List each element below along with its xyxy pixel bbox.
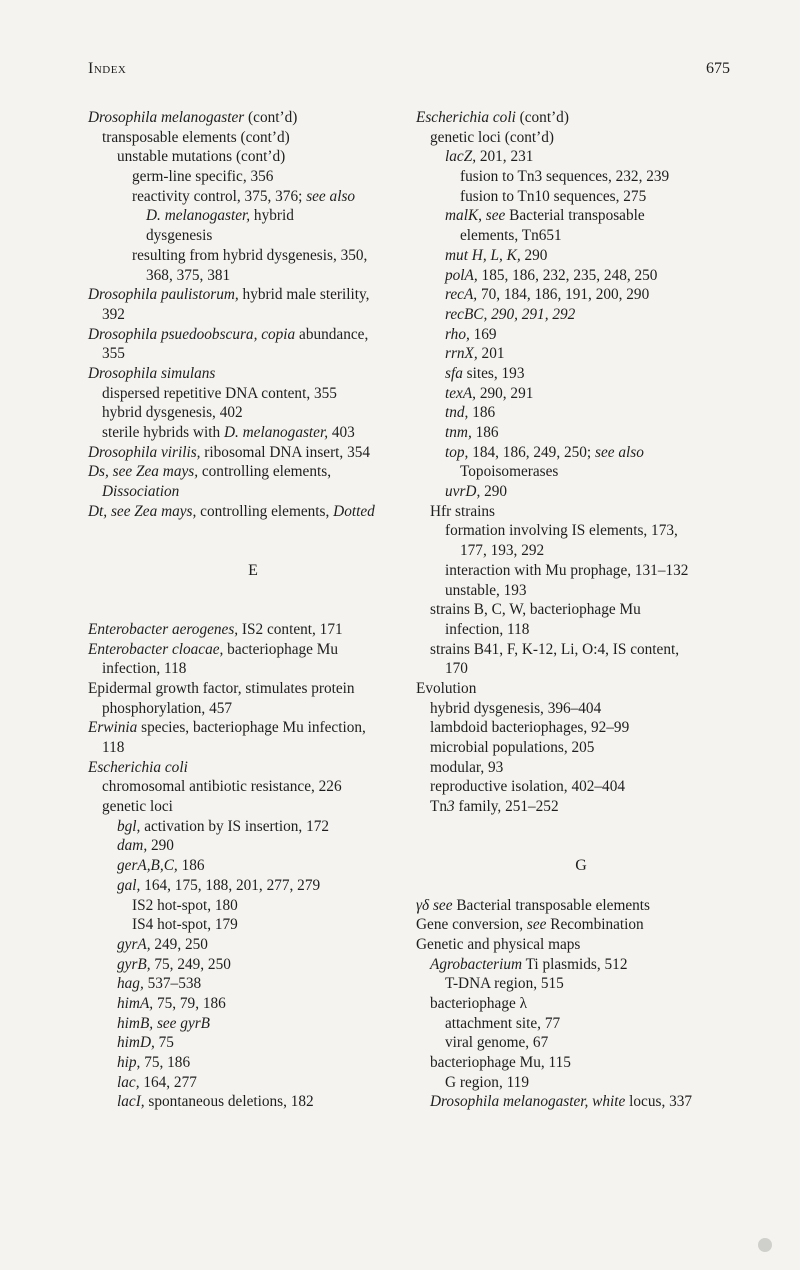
entry-text: lambdoid bacteriophages, 92–99 [430,719,630,737]
entry-text: Tn [430,798,447,816]
index-subentry [88,915,418,935]
entry-text: 185, 186, 232, 235, 248, 250 [477,266,658,284]
index-subentry [88,266,418,286]
index-subentry [88,659,418,679]
entry-text: unstable mutations (cont’d) [117,148,286,166]
entry-text: hybrid dysgenesis, 396–404 [430,699,602,717]
index-subentry [416,600,746,620]
entry-text: D. melanogaster, [146,207,251,225]
entry-text: Dotted [333,502,375,520]
entry-text: sfa [445,364,463,382]
entry-text: formation involving IS elements, 173, [445,522,678,540]
index-subentry [416,384,746,404]
entry-text: strains B, C, W, bacteriophage Mu [430,601,641,619]
entry-text: Ti plasmids, 512 [522,955,628,973]
entry-text: locus, 337 [625,1093,693,1111]
index-subentry [88,738,418,758]
section-title: Index [88,60,127,77]
spacer [416,836,746,856]
entry-text: 177, 193, 292 [460,542,545,560]
index-subentry [416,423,746,443]
index-subentry [416,443,746,463]
index-subentry [416,640,746,660]
index-subentry [88,974,418,994]
index-subentry [88,167,418,187]
entry-text: sites, 193 [462,364,525,382]
entry-text: (cont’d) [244,109,298,126]
entry-text: Drosophila virilis, [88,443,201,461]
index-subentry [416,1073,746,1093]
spacer [88,581,418,601]
entry-text: infection, 118 [102,660,187,678]
entry-text: γδ see [416,896,453,914]
index-entry [416,935,746,955]
index-subentry [416,206,746,226]
index-entry [88,718,418,738]
entry-text: 537–538 [143,975,202,993]
index-entry [88,364,418,384]
entry-text: infection, 118 [445,620,530,638]
spacer [416,817,746,837]
index-subentry [416,128,746,148]
entry-text: texA, [445,384,476,402]
entry-text: T-DNA region, 515 [445,975,564,993]
index-subentry [416,1092,746,1112]
index-subentry [416,699,746,719]
entry-text: Enterobacter cloacae, [88,640,224,658]
entry-text: gyrA, [117,935,151,953]
entry-text: fusion to Tn10 sequences, 275 [460,187,647,205]
entry-text: sterile hybrids with [102,424,224,441]
index-entry [416,108,746,128]
index-subentry [88,147,418,167]
entry-text: himA, [117,994,154,1012]
index-subentry [88,876,418,896]
entry-text: attachment site, 77 [445,1014,561,1032]
index-subentry [416,462,746,482]
entry-text: Drosophila melanogaster [88,109,245,126]
entry-text: ribosomal DNA insert, 354 [200,443,371,461]
entry-text: resulting from hybrid dysgenesis, 350, [132,246,368,264]
entry-text: 368, 375, 381 [146,266,231,284]
index-subentry [416,187,746,207]
entry-text: spontaneous deletions, 182 [144,1093,314,1111]
index-subentry [88,1014,418,1034]
entry-text: 75, 186 [140,1054,191,1071]
index-subentry [416,758,746,778]
entry-text: 201, 231 [476,148,534,166]
entry-text: Genetic and physical maps [416,935,581,953]
index-entry [416,915,746,935]
index-subentry [416,147,746,167]
spacer [88,521,418,541]
entry-text: hip, [117,1054,141,1071]
index-column-left [88,108,418,1112]
index-entry [88,108,418,128]
index-subentry [416,325,746,345]
entry-text: recA, [445,286,478,304]
entry-text: Drosophila psuedoobscura, copia [88,325,296,343]
index-subentry [88,1092,418,1112]
index-subentry [88,384,418,404]
index-subentry [416,364,746,384]
entry-text: bgl, [117,817,141,835]
entry-text: 290 [480,483,508,501]
entry-text: unstable, 193 [445,581,527,599]
entry-text: tnm, [445,424,472,441]
index-column-right [416,108,746,1112]
entry-text: transposable elements (cont’d) [102,128,290,146]
index-entry [416,896,746,916]
entry-text: 3 [447,798,455,816]
entry-text: abundance, [295,325,369,343]
entry-text: 201 [477,345,505,363]
entry-text: genetic loci [102,798,173,816]
entry-text: Drosophila paulistorum, [88,286,239,304]
entry-text: (cont’d) [515,109,569,126]
entry-text: 118 [102,739,125,756]
entry-text: dysgenesis [146,227,213,245]
entry-text: species, bacteriophage Mu infection, [137,719,366,737]
index-entry [88,679,418,699]
index-subentry [88,994,418,1014]
entry-text: hybrid dysgenesis, 402 [102,404,243,422]
entry-text: viral genome, 67 [445,1034,549,1052]
spacer [88,541,418,561]
index-subentry [416,344,746,364]
entry-text: germ-line specific, 356 [132,168,274,186]
entry-text: 70, 184, 186, 191, 200, 290 [477,286,650,304]
entry-text: Bacterial transposable elements [452,896,651,914]
entry-text: Evolution [416,679,477,697]
entry-text: Topoisomerases [460,463,559,481]
index-subentry [416,246,746,266]
entry-text: 164, 277 [139,1073,197,1091]
entry-text: 186 [471,424,499,441]
entry-text: controlling elements, [196,502,334,520]
entry-text: Epidermal growth factor, stimulates protein [88,679,355,697]
entry-text: strains B41, F, K-12, Li, O:4, IS content, [430,640,680,658]
entry-text: tnd, [445,404,469,422]
entry-text: dam, [117,837,148,855]
entry-text: bacteriophage λ [430,994,528,1012]
entry-text: hybrid [250,207,294,225]
entry-text: 186 [468,404,496,422]
entry-text: IS4 hot-spot, 179 [132,916,238,934]
index-subentry [88,935,418,955]
index-subentry [416,777,746,797]
entry-text: mut H, L, K, [445,246,521,264]
entry-text: Enterobacter aerogenes, [88,620,239,638]
entry-text: Hfr strains [430,502,495,520]
entry-text: modular, 93 [430,758,504,776]
entry-text: controlling elements, [198,463,332,481]
index-subentry [88,836,418,856]
index-subentry [416,955,746,975]
index-letter-heading: E [248,561,258,579]
index-subentry [88,817,418,837]
index-entry [88,502,418,522]
entry-text: Dissociation [102,483,180,501]
index-subentry [416,581,746,601]
entry-text: 392 [102,305,125,323]
index-subentry [88,206,418,226]
index-entry [88,443,418,463]
entry-text: gerA,B,C, [117,857,178,875]
index-subentry [88,403,418,423]
entry-text: 290 [520,246,548,264]
index-subentry [416,561,746,581]
index-subentry [416,974,746,994]
entry-text: family, 251–252 [454,798,559,816]
entry-text: phosphorylation, 457 [102,699,233,717]
entry-text: Ds, see Zea mays, [88,463,199,481]
index-subentry [416,541,746,561]
running-header [88,60,730,84]
entry-text: 170 [445,660,468,678]
index-subentry [416,403,746,423]
index-subentry [88,1053,418,1073]
index-subentry [416,1014,746,1034]
index-subentry [416,285,746,305]
index-subentry [88,187,418,207]
entry-text: bacteriophage Mu [223,640,339,658]
index-subentry [416,994,746,1014]
index-subentry [416,482,746,502]
entry-text: lac, [117,1073,140,1091]
index-subentry [416,1053,746,1073]
index-entry [88,758,418,778]
index-subentry [88,856,418,876]
index-subentry [416,659,746,679]
index-subentry [88,777,418,797]
entry-text: Erwinia [88,719,138,737]
entry-text: uvrD, [445,483,481,501]
spacer [88,600,418,620]
index-subentry [416,305,746,325]
entry-text: genetic loci (cont’d) [430,128,555,146]
index-entry [88,640,418,660]
index-subentry [416,620,746,640]
entry-text: 403 [328,424,355,441]
entry-text: G region, 119 [445,1073,529,1091]
index-subentry [88,896,418,916]
entry-text: himB, see gyrB [117,1014,211,1032]
page-spot-mark [758,1238,772,1252]
entry-text: 186 [177,857,205,875]
entry-text: hag, [117,975,144,993]
entry-text: 169 [469,325,497,343]
index-entry [416,679,746,699]
entry-text: rrnX, [445,345,478,363]
index-subentry [88,797,418,817]
entry-text: 75, 79, 186 [153,994,226,1012]
entry-text: interaction with Mu prophage, 131–132 [445,561,689,579]
entry-text: lacI, [117,1093,145,1111]
index-subentry [88,344,418,364]
index-entry [88,462,418,482]
index-letter-heading: G [575,857,587,875]
index-subentry [88,226,418,246]
entry-text: fusion to Tn3 sequences, 232, 239 [460,168,670,186]
entry-text: polA, [445,266,478,284]
index-subentry [416,1033,746,1053]
entry-text: 249, 250 [150,935,208,953]
index-subentry [416,797,746,817]
index-entry [88,620,418,640]
index-subentry [88,305,418,325]
entry-text: reactivity control, 375, 376; [132,187,307,205]
entry-text: Drosophila melanogaster, white [430,1093,626,1111]
index-subentry [416,718,746,738]
entry-text: Drosophila simulans [88,364,216,382]
index-subentry [416,167,746,187]
entry-text: microbial populations, 205 [430,739,595,756]
entry-text: 290 [147,837,174,855]
entry-text: hybrid male sterility, [238,286,370,304]
entry-text: gyrB, [117,955,151,973]
entry-text: see also [306,187,356,205]
entry-text: 75, 249, 250 [150,955,231,973]
index-subentry [88,482,418,502]
entry-text: bacteriophage Mu, 115 [430,1054,571,1071]
entry-text: D. melanogaster, [223,424,329,441]
entry-text: dispersed repetitive DNA content, 355 [102,384,337,402]
entry-text: elements, Tn651 [460,227,562,245]
index-subentry [88,246,418,266]
entry-text: activation by IS insertion, 172 [140,817,330,835]
entry-text: 75 [154,1034,174,1052]
index-entry [88,325,418,345]
entry-text: Bacterial transposable [505,207,645,225]
entry-text: see also [595,443,644,461]
index-subentry [416,502,746,522]
entry-text: chromosomal antibiotic resistance, 226 [102,778,342,796]
entry-text: 164, 175, 188, 201, 277, 279 [140,876,321,894]
entry-text: 290, 291 [476,384,534,402]
index-subentry [88,1073,418,1093]
index-subentry [88,699,418,719]
index-subentry [416,226,746,246]
index-subentry [88,128,418,148]
entry-text: Recombination [546,916,644,934]
entry-text: recBC, 290, 291, 292 [445,305,576,323]
entry-text: Dt, see Zea mays, [88,502,197,520]
entry-text: top, [445,443,469,461]
index-subentry [88,955,418,975]
index-subentry [416,738,746,758]
entry-text: IS2 hot-spot, 180 [132,896,238,914]
index-entry [88,285,418,305]
entry-text: see [526,916,547,934]
index-subentry [88,1033,418,1053]
index-subentry [416,266,746,286]
entry-text: 184, 186, 249, 250; [468,443,595,461]
entry-text: malK, see [445,207,506,225]
entry-text: himD, [117,1034,155,1052]
entry-text: Escherichia coli [416,109,516,126]
entry-text: rho, [445,325,470,343]
entry-text: Agrobacterium [430,955,523,973]
index-subentry [416,521,746,541]
page-number: 675 [706,60,730,77]
index-subentry [88,423,418,443]
entry-text: 355 [102,345,125,363]
entry-text: Gene conversion, [416,916,527,934]
entry-text: reproductive isolation, 402–404 [430,778,625,796]
entry-text: lacZ, [445,148,477,166]
spacer [416,876,746,896]
entry-text: IS2 content, 171 [238,620,343,638]
entry-text: Escherichia coli [88,758,188,776]
entry-text: gal, [117,876,141,894]
